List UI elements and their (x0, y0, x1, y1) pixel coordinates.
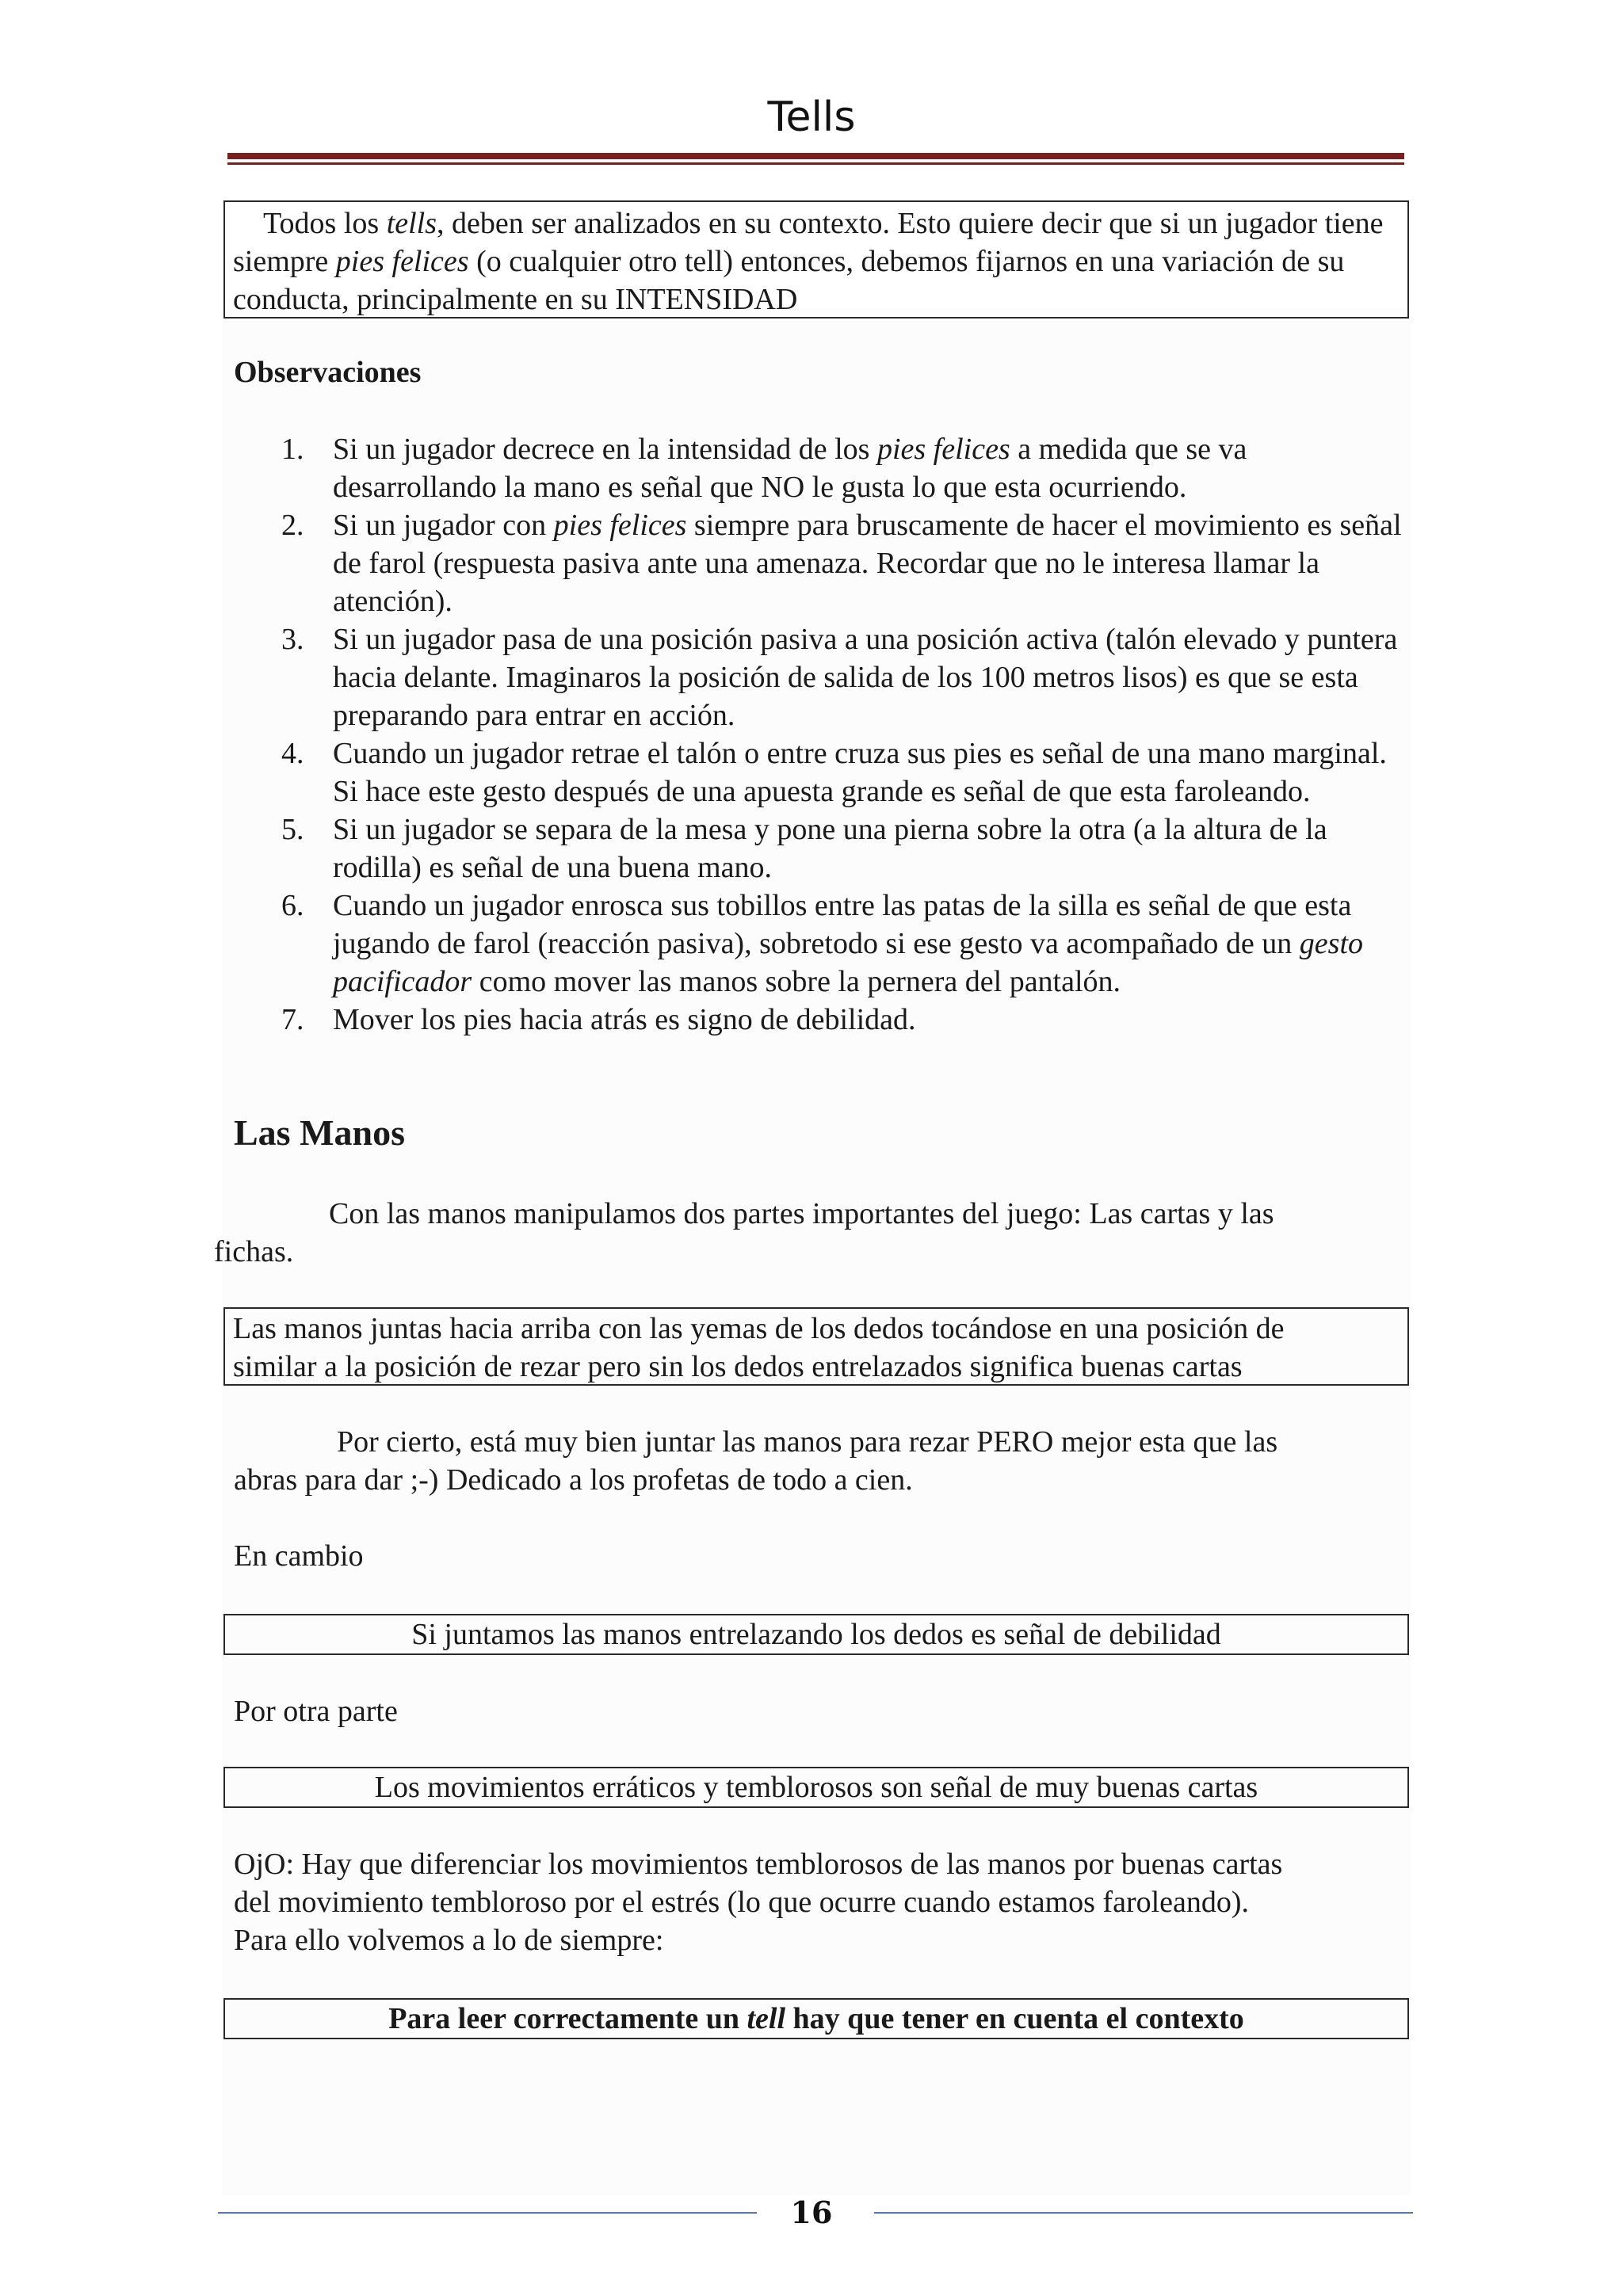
intro-text: , deben ser analizados en su contexto. Esto quiere decir que si un jugador tiene siempre (233, 207, 1392, 278)
list-item: 1. Si un jugador decrece en la intensidad de los pies felices a medida que se va desarrollando la mano es señal que NO le gusta lo que esta ocurriendo. (281, 433, 1247, 504)
list-item: 2. Si un jugador con pies felices siempre para bruscamente de hacer el movimiento es señal de farol (respuesta pasiva ante una amenaza. Recordar que no le interesa llamar la atención). (281, 509, 1402, 618)
list-item: 3. Si un jugador pasa de una posición pasiva a una posición activa (talón elevado y puntera hacia delante. Imaginaros la posición de salida de los 100 metros lisos) es que se esta preparando para entrar en acción. (281, 623, 1398, 732)
manos-box-temblorosos: Los movimientos erráticos y temblorosos son señal de muy buenas cartas (223, 1767, 1409, 1808)
manos-intro: Con las manos manipulamos dos partes importantes del juego: Las cartas y las fichas. (214, 1197, 1274, 1268)
ojo-paragraph: OjO: Hay que diferenciar los movimientos temblorosos de las manos por buenas cartas del movimiento tembloroso por el estrés (lo que ocurre cuando estamos faroleando). Para ello volvemos a lo de siempre: (234, 1848, 1283, 1957)
intro-box (223, 200, 1409, 318)
intro-text: (o cualquier otro tell) entonces, debemos fijarnos en una variación de su conducta, principalmente en su INTENSIDAD (233, 245, 1352, 316)
las-manos-heading: Las Manos (234, 1112, 405, 1153)
manos-box-rezar: Las manos juntas hacia arriba con las yemas de los dedos tocándose en una posición de similar a la posición de rezar pero sin los dedos entrelazados significa buenas cartas (223, 1307, 1409, 1386)
intro-paragraph (233, 204, 1400, 318)
por-otra-parte-text: Por otra parte (234, 1695, 398, 1728)
page-header-title: Tells (767, 93, 856, 141)
intro-text: Todos los (233, 207, 387, 240)
header-rule-thin (227, 162, 1404, 165)
manos-box-contexto: Para leer correctamente un tell hay que tener en cuenta el contexto (223, 1998, 1409, 2039)
observaciones-list (234, 430, 1407, 1039)
list-item: 6. Cuando un jugador enrosca sus tobillos entre las patas de la silla es señal de que esta jugando de farol (reacción pasiva), sobretodo si ese gesto va acompañado de un gesto pacificador como mover las manos sobre la pernera del pantalón. (281, 889, 1364, 998)
list-item: 7. Mover los pies hacia atrás es signo de debilidad. (281, 1003, 916, 1036)
list-item: 4. Cuando un jugador retrae el talón o entre cruza sus pies es señal de una mano marginal. Si hace este gesto después de una apuesta grande es señal de que esta faroleando. (281, 737, 1387, 808)
header-rule (227, 153, 1404, 159)
observaciones-heading: Observaciones (234, 356, 422, 389)
intro-emphasis-pies-felices: pies felices (335, 245, 469, 278)
intro-emphasis-tells: tells (386, 207, 437, 240)
en-cambio-text: En cambio (234, 1539, 364, 1573)
por-cierto-paragraph: Por cierto, está muy bien juntar las manos para rezar PERO mejor esta que las abras para dar ;-) Dedicado a los profetas de todo a cien. (234, 1425, 1278, 1497)
page-number: 16 (790, 2195, 833, 2230)
list-item: 5. Si un jugador se separa de la mesa y pone una pierna sobre la otra (a la altura de la rodilla) es señal de una buena mano. (281, 813, 1327, 884)
manos-box-debilidad: Si juntamos las manos entrelazando los dedos es señal de debilidad (223, 1614, 1409, 1655)
